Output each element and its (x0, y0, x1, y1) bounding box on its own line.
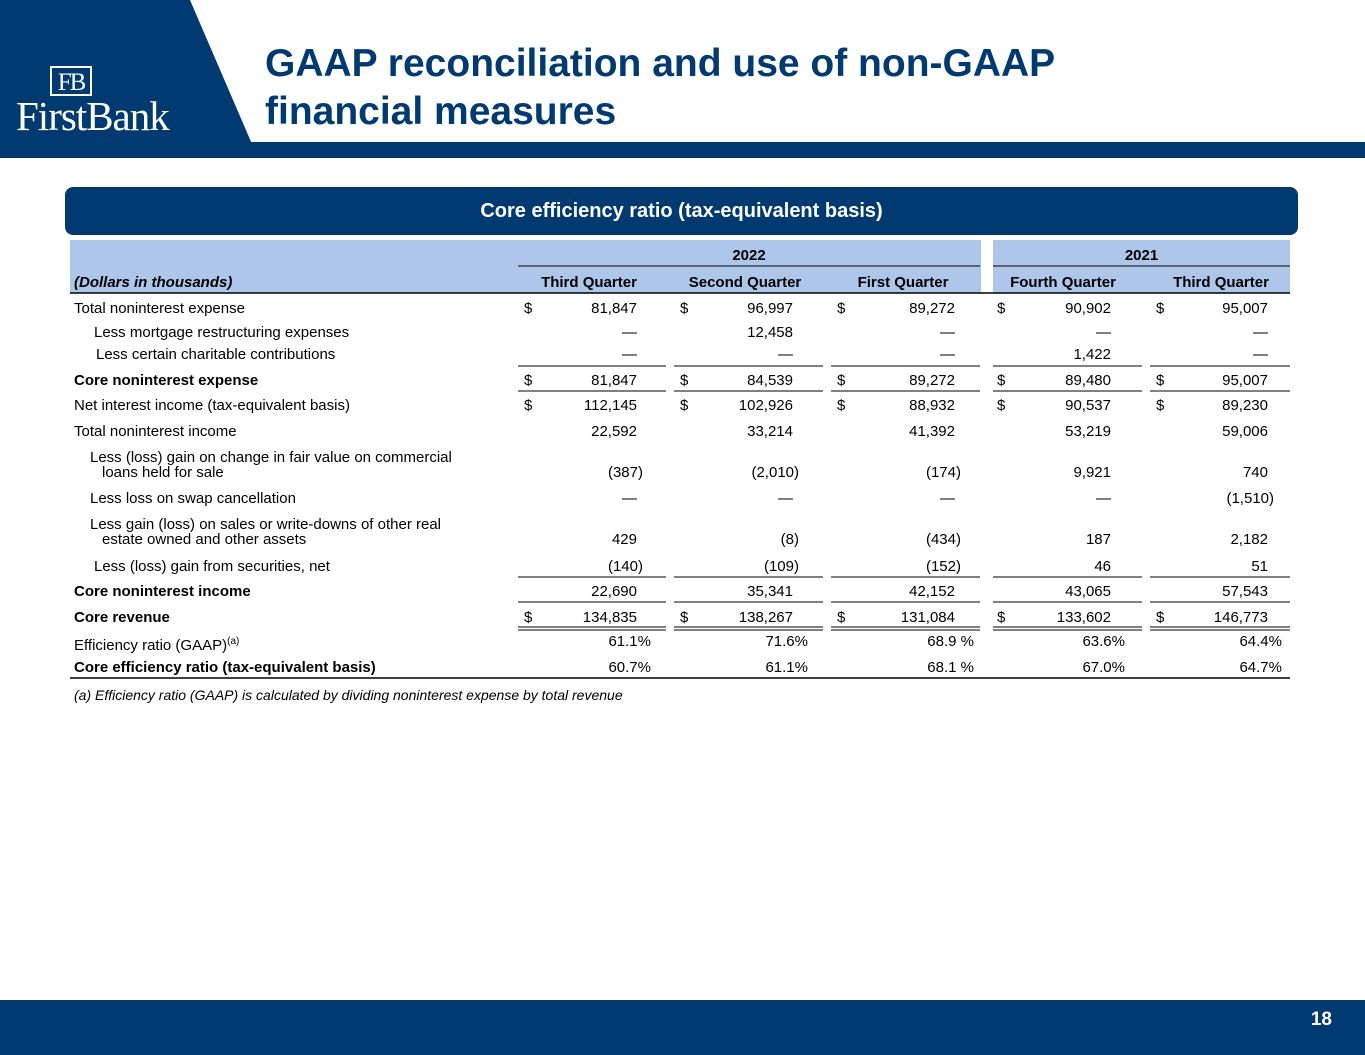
footnote: (a) Efficiency ratio (GAAP) is calculated by dividing noninterest expense by total revenue (74, 687, 623, 703)
table-cell-value: 88,932 (909, 397, 955, 414)
row-label: Efficiency ratio (GAAP)$^{(a)}$ (74, 636, 240, 654)
units-label: (Dollars in thousands) (74, 274, 233, 291)
table-cell-value: — (940, 324, 955, 341)
table-cell-value: 740 (1242, 464, 1268, 481)
table-cell-value: — (1096, 490, 1111, 507)
year-label-2022: 2022 (732, 247, 766, 264)
currency-symbol: $ (837, 300, 846, 317)
table-cell-value: (387) (607, 464, 643, 481)
row-label: Core noninterest expense (74, 372, 259, 389)
column-header: Third Quarter (541, 274, 637, 291)
column-header: Third Quarter (1173, 274, 1269, 291)
column-header: Second Quarter (688, 274, 802, 291)
table-cell-value: 429 (611, 531, 637, 548)
currency-symbol: $ (837, 609, 846, 626)
currency-symbol: $ (1156, 397, 1165, 414)
table-cell-value: 95,007 (1222, 300, 1268, 317)
currency-symbol: $ (1156, 372, 1165, 389)
row-label: Less (loss) gain on change in fair value on commercial (90, 449, 452, 466)
currency-symbol: $ (680, 397, 689, 414)
logo-wordmark: FirstBank (16, 93, 169, 139)
currency-symbol: $ (524, 397, 533, 414)
currency-symbol: $ (997, 609, 1006, 626)
table-cell-value: 2,182 (1230, 531, 1268, 548)
currency-symbol: $ (680, 609, 689, 626)
row-label: Less (loss) gain from securities, net (94, 558, 330, 575)
currency-symbol: $ (1156, 300, 1165, 317)
table-cell-value: 96,997 (747, 300, 793, 317)
currency-symbol: $ (837, 372, 846, 389)
table-cell-value: 102,926 (738, 397, 793, 414)
footer-band (0, 1000, 1365, 1055)
table-cell-value: 64.7% (1239, 659, 1282, 676)
currency-symbol: $ (680, 372, 689, 389)
table-cell-value: 131,084 (900, 609, 955, 626)
table-cell-value: (2,010) (751, 464, 799, 481)
firstbank-logo (0, 0, 258, 158)
table-cell-value: 89,272 (909, 300, 955, 317)
table-cell-value: 89,230 (1222, 397, 1268, 414)
row-label: Total noninterest income (74, 423, 237, 440)
column-header: Fourth Quarter (1010, 274, 1116, 291)
table-cell-value: — (778, 490, 793, 507)
page-title: GAAP reconciliation and use of non-GAAP financial measures (265, 42, 1055, 133)
table-cell-value: (109) (763, 558, 799, 575)
table-cell-value: 35,341 (747, 583, 793, 600)
table-cell-value: — (1253, 324, 1268, 341)
currency-symbol: $ (997, 372, 1006, 389)
currency-symbol: $ (997, 300, 1006, 317)
table-cell-value: 187 (1085, 531, 1111, 548)
row-label: Less gain (loss) on sales or write-downs of other real (90, 516, 441, 533)
table-cell-value: 22,690 (591, 583, 637, 600)
column-header: First Quarter (857, 274, 949, 291)
table-cell-value: 33,214 (747, 423, 793, 440)
row-label-continued: estate owned and other assets (102, 531, 307, 548)
row-label: Total noninterest expense (74, 300, 245, 317)
table-cell-value: (8) (780, 531, 799, 548)
currency-symbol: $ (997, 397, 1006, 414)
table-cell-value: 81,847 (591, 372, 637, 389)
table-cell-value: 59,006 (1222, 423, 1268, 440)
logo-monogram: FB (50, 66, 92, 96)
table-cell-value: 61.1% (765, 659, 808, 676)
table-cell-value: 60.7% (608, 659, 651, 676)
table-cell-value: (434) (925, 531, 961, 548)
table-cell-value: 89,480 (1065, 372, 1111, 389)
table-cell-value: — (622, 490, 637, 507)
table-cell-value: 41,392 (909, 423, 955, 440)
table-cell-value: 133,602 (1056, 609, 1111, 626)
currency-symbol: $ (524, 300, 533, 317)
table-cell-value: 89,272 (909, 372, 955, 389)
table-cell-value: 57,543 (1222, 583, 1268, 600)
table-cell-value: — (1096, 324, 1111, 341)
table-cell-value: (1,510) (1226, 490, 1274, 507)
row-label: Core efficiency ratio (tax-equivalent basis) (74, 659, 376, 676)
table-cell-value: 53,219 (1065, 423, 1111, 440)
currency-symbol: $ (680, 300, 689, 317)
table-cell-value: — (778, 346, 793, 363)
section-banner: Core efficiency ratio (tax-equivalent basis) (65, 187, 1298, 235)
table-cell-value: 63.6% (1082, 633, 1125, 650)
table-cell-value: 84,539 (747, 372, 793, 389)
row-label: Core revenue (74, 609, 170, 626)
table-cell-value: (174) (925, 464, 961, 481)
footnote-marker: (a) (227, 636, 240, 647)
row-label: Less certain charitable contributions (96, 346, 336, 363)
row-label: Less loss on swap cancellation (90, 490, 296, 507)
table-cell-value: — (940, 490, 955, 507)
table-cell-value: 90,902 (1065, 300, 1111, 317)
table-cell-value: — (1253, 346, 1268, 363)
table-cell-value: 112,145 (583, 397, 637, 414)
table-cell-value: 22,592 (591, 423, 637, 440)
table-cell-value: (140) (607, 558, 643, 575)
currency-symbol: $ (524, 372, 533, 389)
table-cell-value: 90,537 (1065, 397, 1111, 414)
table-cell-value: 43,065 (1065, 583, 1111, 600)
row-label-continued: loans held for sale (102, 464, 224, 481)
currency-symbol: $ (1156, 609, 1165, 626)
table-cell-value: 68.9 % (927, 633, 974, 650)
table-cell-value: 64.4% (1239, 633, 1282, 650)
row-label: Less mortgage restructuring expenses (94, 324, 350, 341)
table-cell-value: 46 (1094, 558, 1111, 575)
table-cell-value: 71.6% (765, 633, 808, 650)
table-cell-value: 9,921 (1073, 464, 1111, 481)
table-cell-value: — (622, 346, 637, 363)
row-label: Net interest income (tax-equivalent basis) (74, 397, 350, 414)
table-cell-value: 146,773 (1213, 609, 1268, 626)
reconciliation-table (70, 240, 1290, 703)
table-cell-value: 67.0% (1082, 659, 1125, 676)
table-cell-value: 61.1% (608, 633, 651, 650)
currency-symbol: $ (524, 609, 533, 626)
table-cell-value: — (622, 324, 637, 341)
row-label: Core noninterest income (74, 583, 251, 600)
currency-symbol: $ (837, 397, 846, 414)
table-cell-value: 51 (1251, 558, 1268, 575)
table-cell-value: 138,267 (738, 609, 793, 626)
table-cell-value: 1,422 (1073, 346, 1111, 363)
year-label-2021: 2021 (1124, 247, 1159, 264)
table-cell-value: 81,847 (591, 300, 637, 317)
table-cell-value: 68.1 % (927, 659, 974, 676)
table-cell-value: — (940, 346, 955, 363)
table-cell-value: (152) (925, 558, 961, 575)
table-cell-value: 95,007 (1222, 372, 1268, 389)
table-cell-value: 42,152 (909, 583, 955, 600)
page-number: 18 (1310, 1009, 1332, 1030)
table-cell-value: 12,458 (747, 324, 793, 341)
table-cell-value: 134,835 (582, 609, 637, 626)
